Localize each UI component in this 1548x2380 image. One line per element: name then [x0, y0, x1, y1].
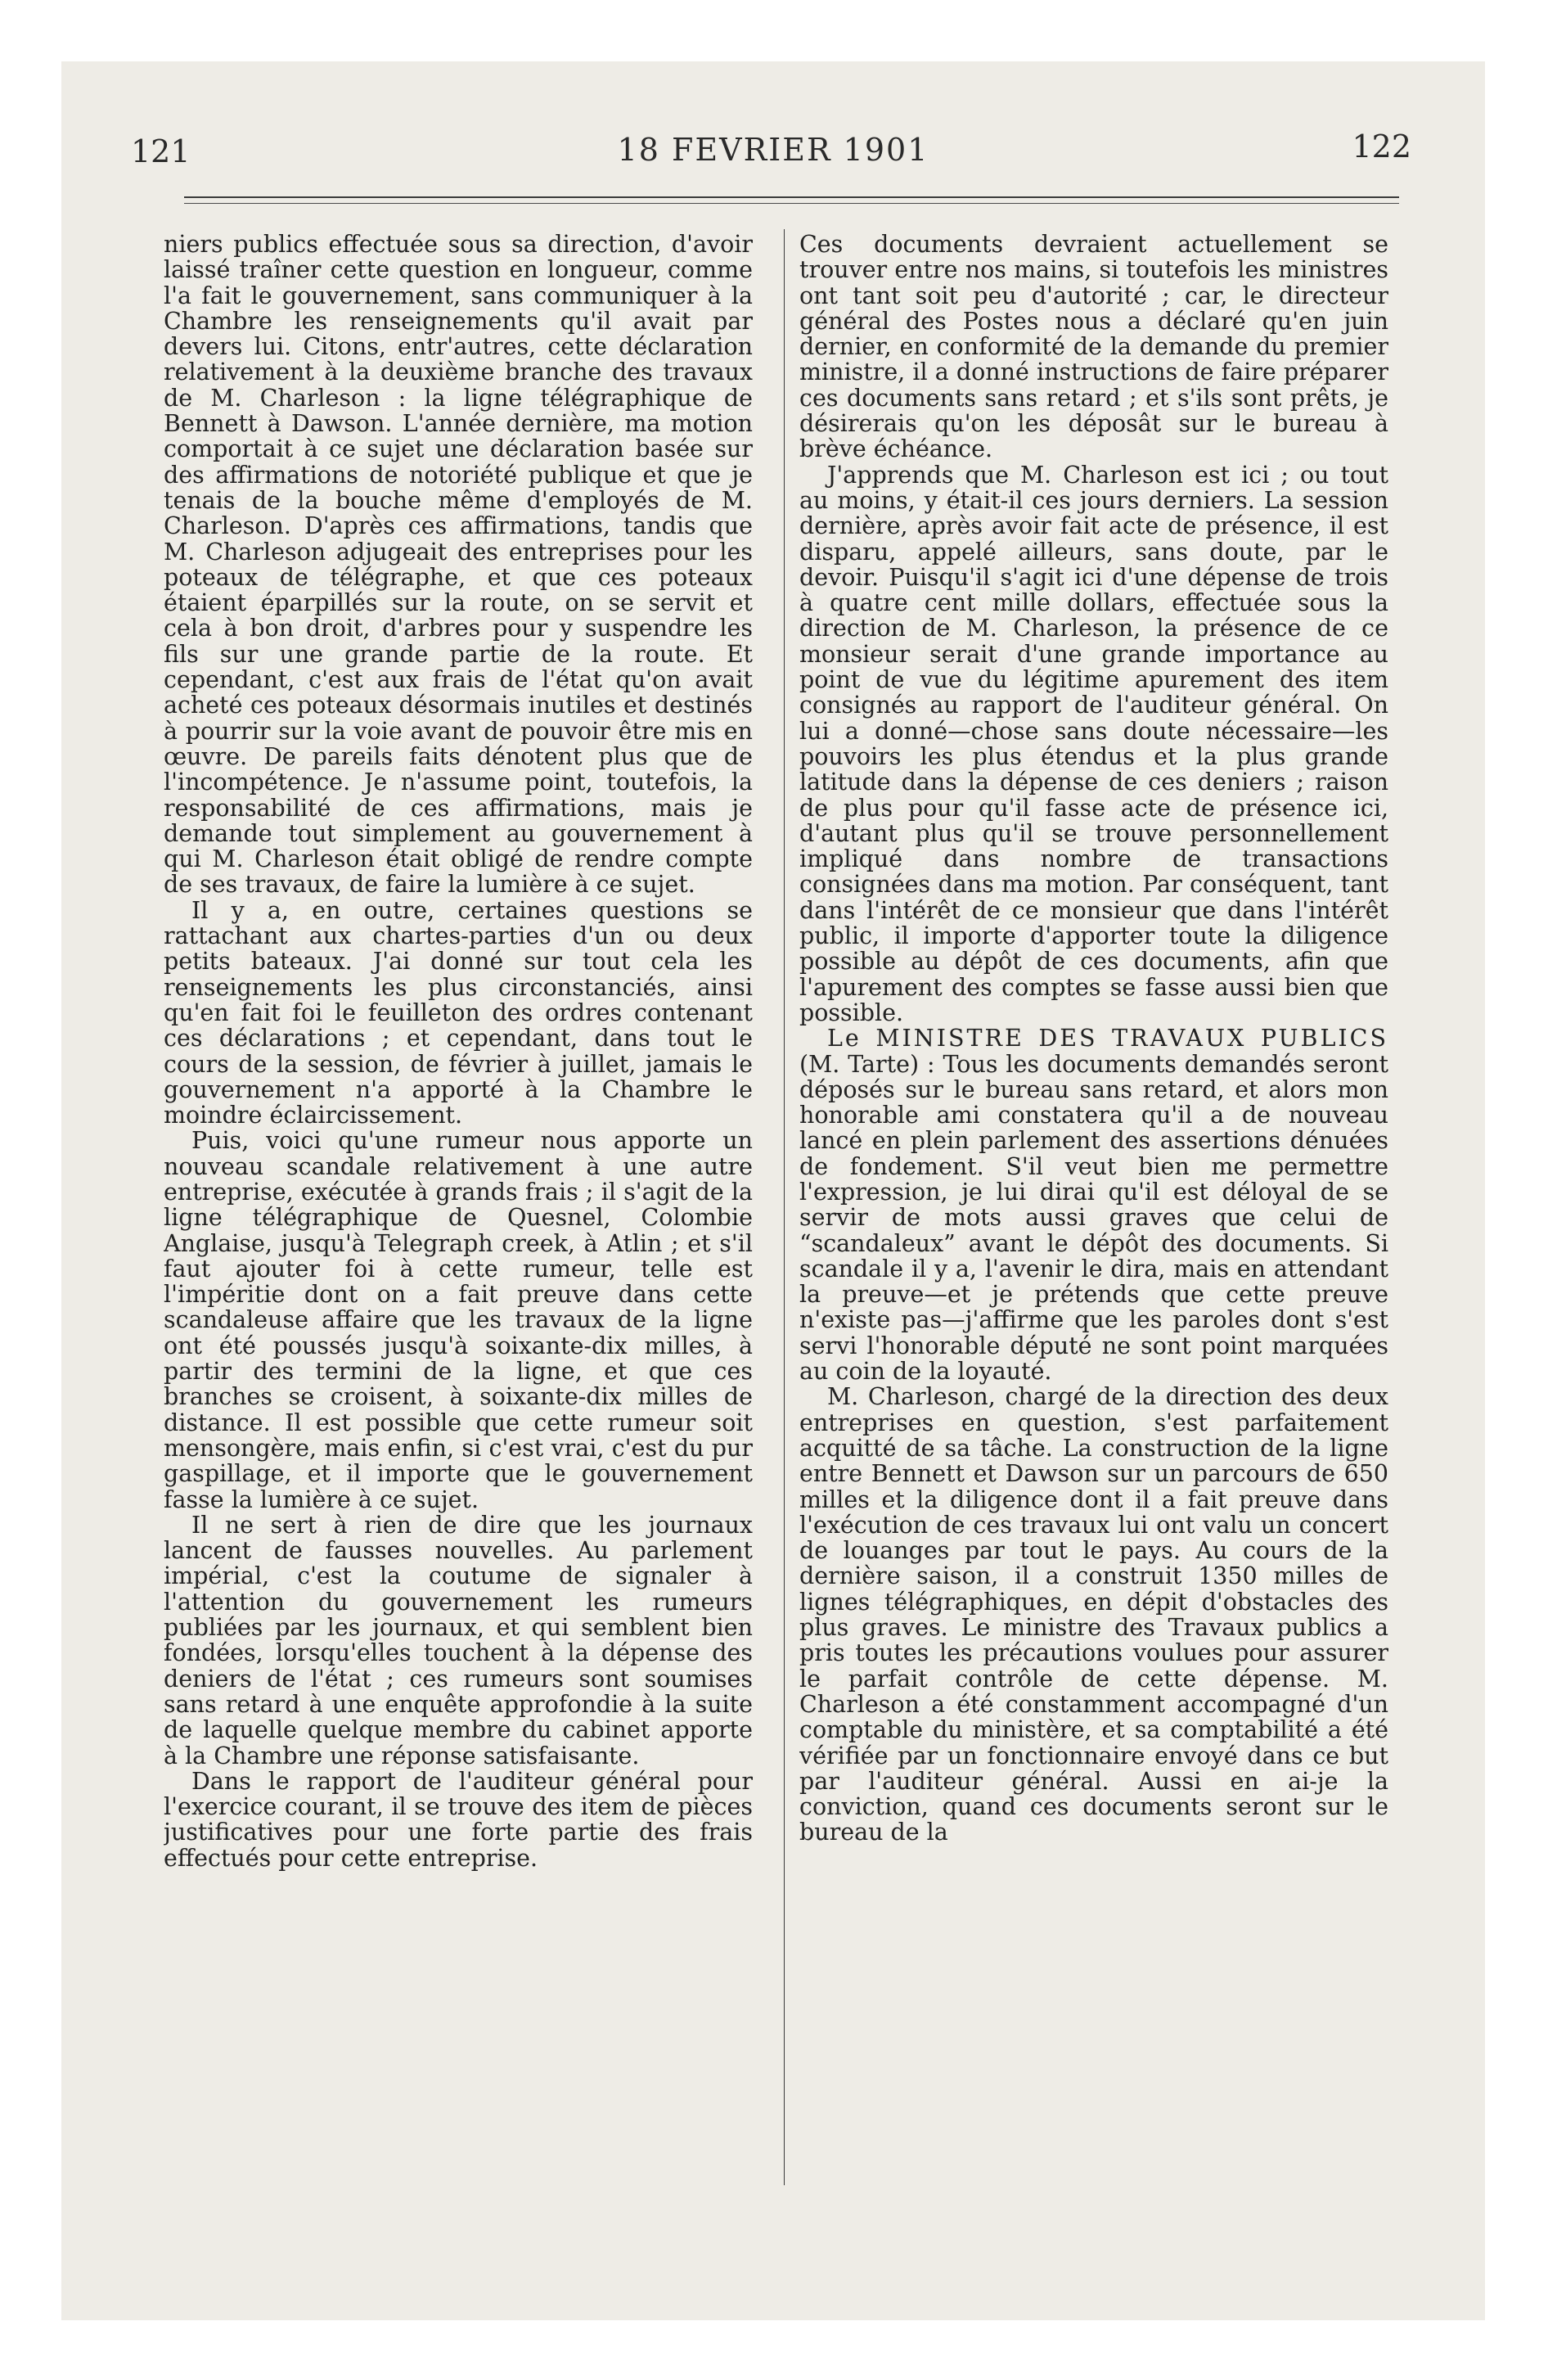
paragraph: J'apprends que M. Charleson est ici ; ou tout au moins, y était-il ces jours derniers. La session dernière, après avoir fait acte de présence, il est disparu, appelé ailleurs, sans doute, par le devoir. Puisqu'il s'agit ici d'une dépense de trois à quatre cent mille dollars, effectuée sous la direction de M. Charleson, la présence de ce monsieur serait d'une grande importance au point de vue du légitime apurement des item consignés au rapport de l'auditeur général. On lui a donné—chose sans doute nécessaire—les pouvoirs les plus étendus et la plus grande latitude dans la dépense de ces deniers ; raison de plus pour qu'il fasse acte de présence ici, d'autant plus qu'il se trouve personnellement impliqué dans nombre de transactions consignées dans ma motion. Par conséquent, tant dans l'intérêt de ce monsieur que dans l'intérêt public, il importe d'apporter toute la diligence possible au dépôt de ces documents, afin que l'apurement des comptes se fasse aussi bien que possible. [799, 461, 1388, 1026]
column-divider [784, 229, 785, 2185]
paragraph: M. Charleson, chargé de la direction des deux entreprises en question, s'est parfaitement acquitté de sa tâche. La construction de la ligne entre Bennett et Dawson sur un parcours de 650 milles et la diligence dont il a fait preuve dans l'exécution de ces travaux lui ont valu un concert de louanges par tout le pays. Au cours de la dernière saison, il a construit 1350 milles de lignes télégraphiques, en dépit d'obstacles des plus graves. Le ministre des Travaux publics a pris toutes les précautions voulues pour assurer le parfait contrôle de cette dépense. M. Charleson a été constamment accompagné d'un comptable du ministère, et sa comptabilité a été vérifiée par un fonctionnaire envoyé dans ce but par l'auditeur général. Aussi en ai-je la conviction, quand ces documents seront sur le bureau de la [799, 1383, 1388, 1846]
speech-paragraph [799, 1025, 1388, 1384]
page-date: 18 FEVRIER 1901 [617, 132, 929, 168]
speech-text: (M. Tarte) : Tous les documents demandés seront déposés sur le bureau sans retard, et alors mon honorable ami constatera qu'il a de nouveau lancé en plein parlement des assertions dénuées de fondement. S'il veut bien me permettre l'expression, je lui dirai qu'il est déloyal de se servir de mots aussi graves que celui de “scandaleux” avant le dépôt des documents. Si scandale il y a, l'avenir le dira, mais en attendant la preuve—et je prétends que cette preuve n'existe pas—j'affirme que les paroles dont s'est servi l'honorable député ne sont point marquées au coin de la loyauté. [799, 1050, 1388, 1386]
page-number-left: 121 [131, 133, 191, 169]
left-column [164, 232, 753, 2212]
paragraph: Il y a, en outre, certaines questions se rattachant aux chartes-parties d'un ou deux petits bateaux. J'ai donné sur tout cela les renseignements les plus circonstanciés, ainsi qu'en fait foi le feuilleton des ordres contenant ces déclarations ; et cependant, dans tout le cours de la session, de février à juillet, jamais le gouvernement n'a apporté à la Chambre le moindre éclaircissement. [164, 896, 753, 1129]
paragraph: Ces documents devraient actuellement se trouver entre nos mains, si toutefois les ministres ont tant soit peu d'autorité ; car, le directeur général des Postes nous a déclaré qu'en juin dernier, en conformité de la demande du premier ministre, il a donné instructions de faire préparer ces documents sans retard ; et s'ils sont prêts, je désirerais qu'on les déposât sur le bureau à brève échéance. [799, 232, 1388, 463]
page-number-right: 122 [1352, 128, 1411, 165]
paragraph: Dans le rapport de l'auditeur général pour l'exercice courant, il se trouve des item de pièces justificatives pour une forte partie des frais effectués pour cette entreprise. [164, 1767, 753, 1872]
header-rule-thin [184, 203, 1399, 204]
right-column [799, 232, 1388, 2212]
speaker-name: Le MINISTRE DES TRAVAUX PUBLICS [827, 1025, 1388, 1053]
page-header [61, 61, 1485, 225]
page-sheet [61, 61, 1485, 2320]
paragraph: niers publics effectuée sous sa direction, d'avoir laissé traîner cette question en longueur, comme l'a fait le gouvernement, sans communiquer à la Chambre les renseignements qu'il avait par devers lui. Citons, entr'autres, cette déclaration relativement à la deuxième branche des travaux de M. Charleson : la ligne télégraphique de Bennett à Dawson. L'année dernière, ma motion comportait à ce sujet une déclaration basée sur des affirmations de notoriété publique et que je tenais de la bouche même d'employés de M. Charleson. D'après ces affirmations, tandis que M. Charleson adjugeait des entreprises pour les poteaux de télégraphe, et que ces poteaux étaient éparpillés sur la route, on se servit et cela à bon droit, d'arbres pour y suspendre les fils sur une grande partie de la route. Et cependant, c'est aux frais de l'état qu'on avait acheté ces poteaux désormais inutiles et destinés à pourrir sur la voie avant de pouvoir être mis en œuvre. De pareils faits dénotent plus que de l'incompétence. Je n'assume point, toutefois, la responsabilité de ces affirmations, mais je demande tout simplement au gouvernement à qui M. Charleson était obligé de rendre compte de ses travaux, de faire la lumière à ce sujet. [164, 232, 753, 899]
paragraph: Puis, voici qu'une rumeur nous apporte un nouveau scandale relativement à une autre entreprise, exécutée à grands frais ; il s'agit de la ligne télégraphique de Quesnel, Colombie Anglaise, jusqu'à Telegraph creek, à Atlin ; et s'il faut ajouter foi à cette rumeur, telle est l'impéritie dont on a fait preuve dans cette scandaleuse affaire que les travaux de la ligne ont été poussés jusqu'à soixante-dix milles, à partir des termini de la ligne, et que ces branches se croisent, à soixante-dix milles de distance. Il est possible que cette rumeur soit mensongère, mais enfin, si c'est vrai, c'est du pur gaspillage, et il importe que le gouvernement fasse la lumière à ce sujet. [164, 1127, 753, 1513]
header-rule [184, 196, 1399, 198]
paragraph: Il ne sert à rien de dire que les journaux lancent de fausses nouvelles. Au parlement impérial, c'est la coutume de signaler à l'attention du gouvernement les rumeurs publiées par les journaux, et qui semblent bien fondées, lorsqu'elles touchent à la dépense des deniers de l'état ; ces rumeurs sont soumises sans retard à une enquête approfondie à la suite de laquelle quelque membre du cabinet apporte à la Chambre une réponse satisfaisante. [164, 1511, 753, 1769]
